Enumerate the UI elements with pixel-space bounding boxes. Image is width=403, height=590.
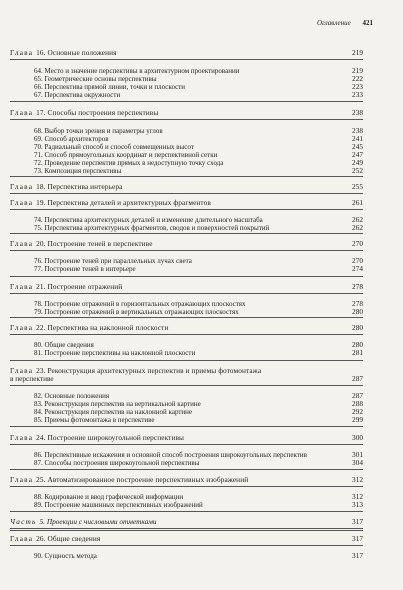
entry-text: 81. Построение перспективы на наклонной плоскости: [34, 349, 196, 357]
entry-text: 85. Приемы фотомонтажа в перспективе: [34, 416, 155, 424]
entry-title: [34, 349, 339, 357]
part-entry: [0, 518, 403, 526]
entry-title: [34, 67, 339, 75]
entry-title: [34, 408, 339, 416]
entry-prefix: Часть: [10, 518, 37, 526]
entry-title: [34, 493, 339, 501]
entry-page-number: 270: [352, 239, 363, 248]
entry-title: [10, 535, 343, 543]
entry-text: 25. Автоматизированное построение перспективных изображений: [36, 476, 249, 484]
entry-text: 75. Перспектива архитектурных фрагментов, сводов и поверхностей покрытий: [34, 224, 270, 232]
entry-page-number: 317: [352, 551, 363, 560]
entry-title: [34, 127, 339, 135]
entry-prefix: Глава: [10, 324, 34, 332]
entry-title: [34, 143, 339, 151]
divider-rule: [10, 385, 363, 386]
toc-entry: [0, 91, 403, 99]
toc-entry: [0, 341, 403, 349]
entry-page-number: 287: [352, 374, 363, 383]
entry-text: 16. Основные положения: [36, 49, 117, 57]
entry-title: [10, 199, 343, 207]
divider-rule: [10, 360, 363, 361]
entry-text: 22. Перспектива на наклонной плоскости: [36, 324, 169, 332]
entry-text: 26. Общие сведения: [36, 535, 101, 543]
divider-rule: [10, 486, 363, 487]
entry-title: [34, 151, 339, 159]
divider-rule: [10, 528, 363, 531]
divider-rule: [10, 193, 363, 194]
entry-page-number: 317: [352, 517, 363, 526]
entry-title: [34, 552, 339, 560]
entry-page-number: 219: [352, 48, 363, 57]
entry-text: 21. Построение отражений: [36, 283, 123, 291]
entry-text: 68. Выбор точки зрения и параметры углов: [34, 127, 163, 135]
entry-title: [34, 224, 339, 232]
entry-prefix: Глава: [10, 476, 34, 484]
toc-entry: [0, 459, 403, 467]
divider-rule: [10, 545, 363, 546]
entry-page-number: 270: [352, 256, 363, 265]
toc-entry: [0, 151, 403, 159]
entry-page-number: 222: [352, 74, 363, 83]
toc-entry: [0, 375, 403, 383]
entry-title: [34, 91, 339, 99]
entry-page-number: 292: [352, 407, 363, 416]
entry-text: 5. Проекции с числовыми отметками: [39, 518, 157, 526]
entry-page-number: 280: [352, 340, 363, 349]
entry-text: 70. Радиальный способ и способ совмещенных высот: [34, 143, 194, 151]
divider-rule: [10, 444, 363, 445]
toc-entry: [0, 127, 403, 135]
entry-page-number: 252: [352, 166, 363, 175]
entry-text: 17. Способы построения перспективы: [36, 109, 159, 117]
entry-page-number: 241: [352, 134, 363, 143]
running-header: [317, 19, 373, 27]
entry-title: [34, 75, 339, 83]
entry-title: [34, 416, 339, 424]
entry-page-number: 219: [352, 66, 363, 75]
entry-page-number: 262: [352, 215, 363, 224]
entry-title: [34, 216, 339, 224]
entry-title: [10, 375, 54, 383]
entry-text: 64. Место и значение перспективы в архитектурном проектировании: [34, 67, 240, 75]
entry-page-number: 278: [352, 282, 363, 291]
divider-rule: [10, 276, 363, 277]
chapter-entry: [0, 535, 403, 543]
entry-text: 77. Построение теней в интерьере: [34, 265, 136, 273]
entry-title: [34, 257, 339, 265]
entry-title: [10, 518, 157, 526]
entry-text: в перспективе: [10, 375, 54, 383]
entry-page-number: 312: [352, 492, 363, 501]
entry-prefix: Глава: [10, 367, 34, 375]
toc-entry: [0, 501, 403, 509]
toc-entry: [0, 493, 403, 501]
chapter-entry: [0, 434, 403, 442]
entry-title: [10, 183, 343, 191]
entry-page-number: 255: [352, 182, 363, 191]
divider-rule: [10, 511, 363, 512]
divider-rule: [10, 233, 363, 234]
entry-page-number: 312: [352, 475, 363, 484]
entry-page-number: 261: [352, 198, 363, 207]
entry-page-number: 245: [352, 142, 363, 151]
entry-prefix: Глава: [10, 535, 34, 543]
toc-entry: [0, 75, 403, 83]
entry-text: 78. Построение отражений в горизонтальных отражающих плоскостях: [34, 300, 246, 308]
entry-title: [34, 135, 339, 143]
entry-text: 71. Способ прямоугольных координат и перспективной сетки: [34, 151, 218, 159]
chapter-entry: [0, 367, 403, 375]
entry-page-number: 238: [352, 108, 363, 117]
entry-title: [10, 49, 343, 57]
entry-page-number: 278: [352, 299, 363, 308]
entry-text: 23. Реконструкция архитектурных перспектив и приемы фотомонтажа: [36, 367, 262, 375]
entry-text: 24. Построение широкоугольной перспективы: [36, 434, 184, 442]
entry-prefix: Глава: [10, 109, 34, 117]
entry-text: 76. Построение теней при параллельных лучах света: [34, 257, 192, 265]
entry-title: [34, 300, 339, 308]
chapter-entry: [0, 199, 403, 207]
entry-prefix: Глава: [10, 434, 34, 442]
page-number: 421: [362, 19, 373, 27]
entry-title: [10, 109, 343, 117]
entry-title: [34, 167, 339, 175]
entry-title: [34, 451, 339, 459]
toc-entry: [0, 67, 403, 75]
entry-text: 84. Реконструкция перспектив на наклонной картине: [34, 408, 193, 416]
chapter-entry: [0, 49, 403, 57]
toc-entry: [0, 400, 403, 408]
entry-text: 79. Построение отражений в вертикальных отражающих плоскостях: [34, 308, 239, 316]
divider-rule: [10, 101, 363, 102]
toc-entry: [0, 224, 403, 232]
entry-page-number: 299: [352, 415, 363, 424]
divider-rule: [10, 317, 363, 318]
entry-page-number: 301: [352, 450, 363, 459]
entry-prefix: Глава: [10, 283, 34, 291]
toc-entry: [0, 265, 403, 273]
chapter-entry: [0, 283, 403, 291]
toc-entry: [0, 416, 403, 424]
entry-prefix: Глава: [10, 49, 34, 57]
entry-text: 89. Построение машинных перспективных изображений: [34, 501, 203, 509]
entry-title: [34, 392, 339, 400]
entry-page-number: 304: [352, 458, 363, 467]
entry-page-number: 233: [352, 90, 363, 99]
toc-entry: [0, 143, 403, 151]
entry-title: [34, 459, 339, 467]
entry-prefix: Глава: [10, 240, 34, 248]
toc-entry: [0, 392, 403, 400]
entry-page-number: 317: [352, 534, 363, 543]
entry-page-number: 287: [352, 391, 363, 400]
toc-entry: [0, 308, 403, 316]
entry-title: [10, 434, 343, 442]
entry-text: 86. Перспективные искажения и основной способ построения широкоугольных перспектив: [34, 451, 307, 459]
entry-text: 82. Основные положения: [34, 392, 110, 400]
entry-page-number: 300: [352, 433, 363, 442]
toc-entry: [0, 349, 403, 357]
toc-entry: [0, 167, 403, 175]
toc-entry: [0, 408, 403, 416]
entry-page-number: 281: [352, 348, 363, 357]
toc-entry: [0, 83, 403, 91]
entry-text: 66. Перспектива прямой линии, точки и плоскости: [34, 83, 186, 91]
entry-text: 18. Перспектива интерьера: [36, 183, 123, 191]
entry-title: [10, 367, 343, 375]
chapter-entry: [0, 109, 403, 117]
entry-page-number: 280: [352, 307, 363, 316]
entry-text: 65. Геометрические основы перспективы: [34, 75, 157, 83]
entry-title: [34, 341, 339, 349]
entry-title: [34, 83, 339, 91]
divider-rule: [10, 119, 363, 120]
entry-text: 90. Сущность метода: [34, 552, 97, 560]
divider-rule: [10, 334, 363, 335]
entry-text: 74. Перспектива архитектурных деталей и изменение длительного масштаба: [34, 216, 263, 224]
divider-rule: [10, 176, 363, 177]
entry-page-number: 288: [352, 399, 363, 408]
toc-entry: [0, 135, 403, 143]
entry-page-number: 313: [352, 500, 363, 509]
chapter-entry: [0, 324, 403, 332]
entry-text: 80. Общие сведения: [34, 341, 94, 349]
entry-title: [10, 283, 343, 291]
entry-page-number: 262: [352, 223, 363, 232]
entry-prefix: Глава: [10, 183, 34, 191]
entry-page-number: 247: [352, 150, 363, 159]
entry-text: 67. Перспектива окружности: [34, 91, 121, 99]
divider-rule: [10, 293, 363, 294]
toc-entry: [0, 159, 403, 167]
entry-text: 72. Проведение перспектив прямых в недоступную точку схода: [34, 159, 224, 167]
toc-entry: [0, 257, 403, 265]
entry-page-number: 223: [352, 82, 363, 91]
entry-title: [34, 159, 339, 167]
entry-prefix: Глава: [10, 199, 34, 207]
entry-text: 69. Способ архитекторов: [34, 135, 109, 143]
toc-entry: [0, 552, 403, 560]
entry-page-number: 280: [352, 323, 363, 332]
entry-text: 20. Построение теней в перспективе: [36, 240, 153, 248]
entry-text: 19. Перспектива деталей и архитектурных фрагментов: [36, 199, 211, 207]
entry-title: [34, 265, 339, 273]
divider-rule: [10, 250, 363, 251]
entry-title: [34, 501, 339, 509]
divider-rule: [10, 209, 363, 210]
entry-title: [34, 400, 339, 408]
divider-rule: [10, 426, 363, 427]
entry-text: 73. Композиция перспективы: [34, 167, 122, 175]
entry-text: 87. Способы построения широкоугольной перспективы: [34, 459, 200, 467]
toc-entry: [0, 451, 403, 459]
chapter-entry: [0, 476, 403, 484]
divider-rule: [10, 59, 363, 60]
entry-page-number: 274: [352, 264, 363, 273]
entry-page-number: 249: [352, 158, 363, 167]
divider-rule: [10, 469, 363, 470]
header-title: Оглавление: [316, 19, 351, 27]
entry-page-number: 238: [352, 126, 363, 135]
entry-title: [10, 476, 343, 484]
toc-entry: [0, 300, 403, 308]
chapter-entry: [0, 240, 403, 248]
entry-title: [34, 308, 339, 316]
entry-title: [10, 324, 343, 332]
entry-title: [10, 240, 343, 248]
toc-entry: [0, 216, 403, 224]
entry-text: 88. Кодирование и ввод графической информации: [34, 493, 184, 501]
entry-text: 83. Реконструкция перспектив на вертикальной картине: [34, 400, 201, 408]
chapter-entry: [0, 183, 403, 191]
